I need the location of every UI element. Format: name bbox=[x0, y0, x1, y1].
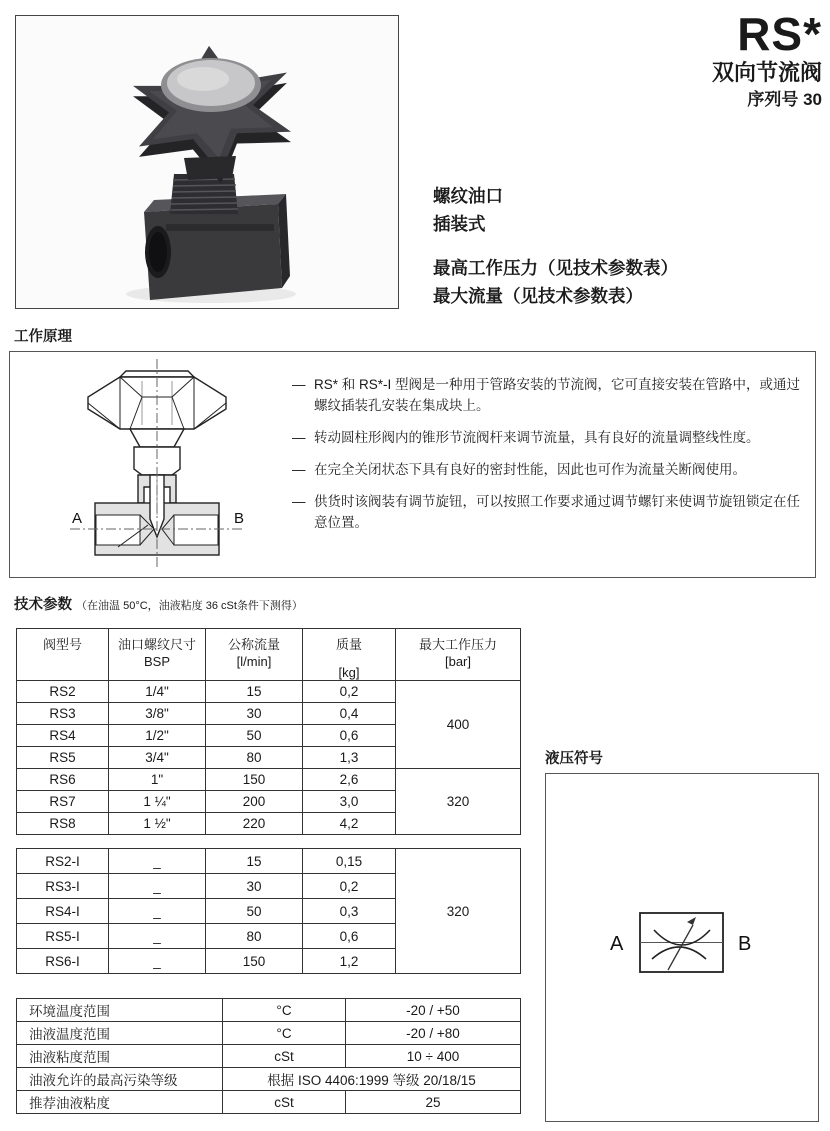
table-row: RS6-I _ 150 1,2 bbox=[17, 949, 521, 974]
merged-value-cell: 根据 ISO 4406:1999 等级 20/18/15 bbox=[223, 1068, 521, 1091]
table-row: RS5-I _ 80 0,6 bbox=[17, 924, 521, 949]
diagram-port-a-label: A bbox=[72, 510, 83, 527]
table-row: 油液温度范围 °C -20 / +80 bbox=[17, 1022, 521, 1045]
pressure-group-cell: 400 bbox=[396, 681, 521, 769]
bullet-text: RS* 和 RS*-I 型阀是一种用于管路安装的节流阀，它可直接安装在管路中，或通过螺纹插装孔安装在集成块上。 bbox=[314, 377, 801, 413]
model-subtitle: 双向节流阀 bbox=[711, 60, 822, 85]
bullet-text: 供货时该阀装有调节旋钮，可以按照工作要求通过调节螺钉来使调节旋钮锁定在任意位置。 bbox=[314, 494, 800, 530]
col-header-model: 阀型号 bbox=[17, 629, 109, 681]
table-row: RS3 3/8" 30 0,4 bbox=[17, 703, 521, 725]
bullet-dash: — bbox=[292, 462, 306, 477]
bullet-text: 在完全关闭状态下具有良好的密封性能，因此也可作为流量关断阀使用。 bbox=[314, 462, 746, 477]
series-number: 序列号 30 bbox=[747, 90, 822, 109]
table-header-row bbox=[17, 629, 521, 681]
hydraulic-symbol-title: 液压符号 bbox=[545, 751, 603, 767]
insert-spec-table bbox=[16, 848, 521, 974]
table-row: 油液允许的最高污染等级 根据 ISO 4406:1999 等级 20/18/15 bbox=[17, 1068, 521, 1091]
product-photo-frame bbox=[15, 15, 399, 309]
bullet-dash: — bbox=[292, 377, 306, 392]
table-row: RS4 1/2" 50 0,6 bbox=[17, 725, 521, 747]
col-header-flow: 公称流量 [l/min] bbox=[206, 629, 303, 681]
tech-params-note: （在油温 50°C，油液粘度 36 cSt条件下测得） bbox=[76, 600, 303, 612]
bullet-item bbox=[292, 491, 810, 533]
diagram-port-b-label: B bbox=[234, 510, 245, 527]
table-row: 油液粘度范围 cSt 10 ÷ 400 bbox=[17, 1045, 521, 1068]
table-row: RS6 1" 150 2,6 320 bbox=[17, 769, 521, 791]
table-row: RS2 1/4" 15 0,2 400 bbox=[17, 681, 521, 703]
working-principle-title: 工作原理 bbox=[14, 329, 72, 345]
col-header-bsp: 油口螺纹尺寸 BSP bbox=[109, 629, 206, 681]
col-header-mass: 质量 [kg] bbox=[303, 629, 396, 681]
table-row: 环境温度范围 °C -20 / +50 bbox=[17, 999, 521, 1022]
document-header bbox=[712, 10, 822, 111]
symbol-port-b-label: B bbox=[738, 933, 752, 955]
product-photo-illustration bbox=[16, 16, 398, 308]
tech-params-title: 技术参数 （在油温 50°C，油液粘度 36 cSt条件下测得） bbox=[14, 597, 303, 613]
bullet-item bbox=[292, 427, 810, 448]
table-row: RS4-I _ 50 0,3 bbox=[17, 899, 521, 924]
table-row: RS8 1 ½" 220 4,2 bbox=[17, 813, 521, 835]
bullet-item bbox=[292, 374, 810, 416]
valve-cross-section-diagram bbox=[22, 357, 278, 572]
col-header-pressure: 最大工作压力 [bar] bbox=[396, 629, 521, 681]
hydraulic-symbol-box bbox=[545, 773, 819, 1122]
main-spec-table bbox=[16, 628, 521, 835]
table-row: RS5 3/4" 80 1,3 bbox=[17, 747, 521, 769]
intro-max-pressure: 最高工作压力（见技术参数表） bbox=[433, 258, 678, 278]
throttle-valve-symbol bbox=[546, 774, 818, 1121]
table-row: RS2-I _ 15 0,15 320 bbox=[17, 849, 521, 874]
bullet-item bbox=[292, 459, 810, 480]
table-row: RS7 1 ¼" 200 3,0 bbox=[17, 791, 521, 813]
bullet-dash: — bbox=[292, 430, 306, 445]
bullet-text: 转动圆柱形阀内的锥形节流阀杆来调节流量，具有良好的流量调整线性度。 bbox=[314, 430, 760, 445]
intro-mount-type: 插装式 bbox=[433, 214, 486, 234]
table-row: RS3-I _ 30 0,2 bbox=[17, 874, 521, 899]
intro-max-flow: 最大流量（见技术参数表） bbox=[433, 286, 643, 306]
bullet-dash: — bbox=[292, 494, 306, 509]
working-principle-bullets bbox=[292, 374, 810, 544]
intro-block bbox=[433, 182, 678, 310]
symbol-port-a-label: A bbox=[610, 933, 624, 955]
conditions-table bbox=[16, 998, 521, 1114]
table-row: 推荐油液粘度 cSt 25 bbox=[17, 1091, 521, 1114]
intro-port-type: 螺纹油口 bbox=[433, 186, 503, 206]
model-code: RS* bbox=[737, 8, 822, 60]
pressure-group-cell: 320 bbox=[396, 849, 521, 974]
pressure-group-cell: 320 bbox=[396, 769, 521, 835]
